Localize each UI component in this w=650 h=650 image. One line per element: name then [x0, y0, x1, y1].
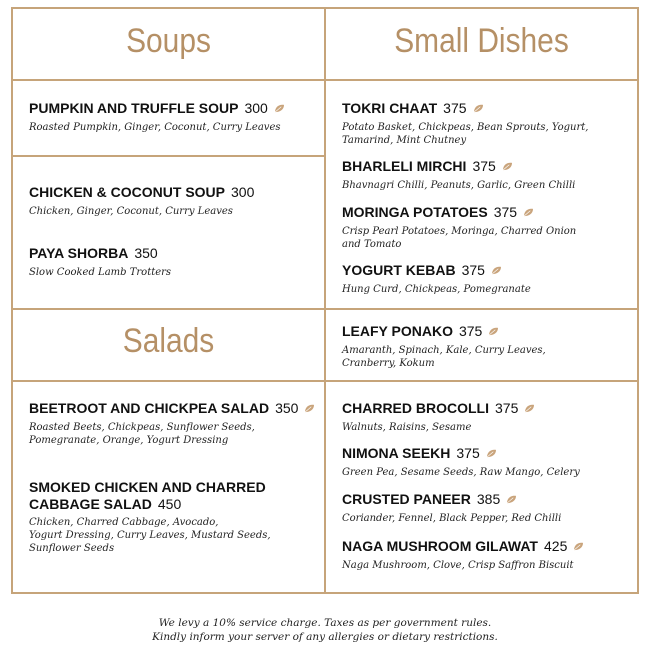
leaf-icon: [524, 404, 535, 413]
description-line: Cranberry, Kokum: [342, 358, 435, 369]
section-heading-soups: Soups: [126, 22, 211, 60]
divider: [13, 380, 324, 382]
footer-line: We levy a 10% service charge. Taxes as per government rules.: [158, 617, 492, 629]
description-line: Green Pea, Sesame Seeds, Raw Mango, Celery: [342, 467, 580, 478]
divider: [13, 155, 324, 157]
dish-name: SMOKED CHICKEN AND CHARRED: [29, 479, 266, 495]
menu-item: [342, 204, 576, 251]
dish-price: 385: [476, 491, 501, 507]
leaf-icon: [486, 449, 497, 458]
dish-description: Roasted Pumpkin, Ginger, Coconut, Curry Leaves: [29, 122, 281, 133]
leaf-icon: [274, 104, 285, 113]
menu-item: [342, 445, 580, 479]
dish-price: 375: [456, 445, 480, 461]
dish-name: YOGURT KEBAB: [342, 262, 456, 278]
dish-description: [29, 516, 271, 555]
divider: [13, 308, 324, 310]
dish-price: 375: [443, 100, 467, 116]
dish-description: Slow Cooked Lamb Trotters: [29, 267, 172, 278]
leaf-icon: [523, 208, 534, 217]
menu-item: [342, 262, 531, 296]
divider: [326, 380, 637, 382]
dish-price: 375: [458, 323, 483, 339]
dish-price: 375: [461, 262, 485, 278]
dish-name: NIMONA SEEKH: [342, 445, 451, 461]
menu-item: [342, 158, 575, 192]
footer-line: Kindly inform your server of any allergies or dietary restrictions.: [152, 631, 498, 643]
description-line: Yogurt Dressing, Curry Leaves, Mustard Seeds,: [29, 530, 271, 541]
dish-description: [342, 421, 535, 434]
leaf-icon: [506, 495, 517, 504]
description-line: Hung Curd, Chickpeas, Pomegranate: [342, 284, 531, 295]
leaf-icon: [473, 104, 484, 113]
divider: [326, 79, 637, 81]
dish-description: [342, 121, 588, 147]
dish-price: 375: [495, 400, 519, 416]
description-line: Chicken, Charred Cabbage, Avocado,: [29, 517, 219, 528]
dish-name: CHICKEN & COCONUT SOUP: [29, 184, 226, 200]
description-line: Crisp Pearl Potatoes, Moringa, Charred Onion: [342, 226, 577, 237]
dish-description: [342, 225, 576, 251]
dish-name-continued: CABBAGE SALAD: [29, 496, 152, 512]
dish-description: [342, 344, 546, 370]
dish-name: MORINGA POTATOES: [342, 204, 488, 220]
menu-item: [342, 491, 561, 525]
dish-description: [342, 466, 580, 479]
dish-price: 350: [275, 400, 299, 416]
description-line: Sunflower Seeds: [29, 543, 115, 554]
dish-name: PAYA SHORBA: [29, 245, 129, 261]
dish-description: [342, 179, 575, 192]
footer-note: [0, 616, 650, 644]
menu-item: [342, 400, 535, 434]
section-heading-salads: Salads: [122, 322, 215, 360]
dish-price: 375: [472, 158, 496, 174]
menu-item: [29, 400, 315, 447]
section-heading-small-dishes: Small Dishes: [394, 22, 569, 60]
column-divider: [324, 9, 326, 592]
menu-item: [29, 100, 285, 134]
dish-price: 300: [231, 184, 255, 200]
dish-name: LEAFY PONAKO: [342, 323, 453, 339]
divider: [13, 79, 324, 81]
description-line: Naga Mushroom, Clove, Crisp Saffron Biscuit: [342, 560, 574, 571]
dish-description: Chicken, Ginger, Coconut, Curry Leaves: [29, 206, 233, 217]
dish-description: [342, 283, 531, 296]
description-line: Coriander, Fennel, Black Pepper, Red Chilli: [342, 513, 562, 524]
menu-item: [29, 245, 171, 279]
dish-name: CHARRED BROCOLLI: [342, 400, 489, 416]
leaf-icon: [502, 162, 513, 171]
description-line: Walnuts, Raisins, Sesame: [342, 422, 472, 433]
description-line: Pomegranate, Orange, Yogurt Dressing: [29, 435, 229, 446]
dish-description: [342, 559, 584, 572]
menu-item: [29, 479, 271, 555]
menu-item: [342, 323, 546, 370]
dish-price: 425: [544, 538, 568, 554]
dish-price: 375: [493, 204, 518, 220]
dish-price: 300: [244, 100, 268, 116]
menu-item: [29, 184, 254, 218]
leaf-icon: [573, 542, 584, 551]
leaf-icon: [304, 404, 315, 413]
description-line: and Tomato: [342, 239, 402, 250]
divider: [326, 308, 637, 310]
dish-description: [342, 512, 561, 525]
leaf-icon: [491, 266, 502, 275]
dish-name: BEETROOT AND CHICKPEA SALAD: [29, 400, 270, 416]
description-line: Amaranth, Spinach, Kale, Curry Leaves,: [342, 345, 546, 356]
menu-item: [342, 538, 584, 572]
dish-name: NAGA MUSHROOM GILAWAT: [342, 538, 538, 554]
dish-name: BHARLELI MIRCHI: [342, 158, 467, 174]
menu-item: [342, 100, 588, 147]
description-line: Bhavnagri Chilli, Peanuts, Garlic, Green Chilli: [342, 180, 576, 191]
description-line: Potato Basket, Chickpeas, Bean Sprouts, Yogurt,: [342, 122, 589, 133]
dish-price: 350: [134, 245, 158, 261]
description-line: Tamarind, Mint Chutney: [342, 135, 467, 146]
dish-name: CRUSTED PANEER: [342, 491, 471, 507]
dish-description: [29, 421, 315, 447]
leaf-icon: [488, 327, 499, 336]
dish-name: PUMPKIN AND TRUFFLE SOUP: [29, 100, 239, 116]
dish-name: TOKRI CHAAT: [342, 100, 438, 116]
dish-price: 450: [157, 496, 182, 512]
description-line: Roasted Beets, Chickpeas, Sunflower Seeds,: [29, 422, 255, 433]
